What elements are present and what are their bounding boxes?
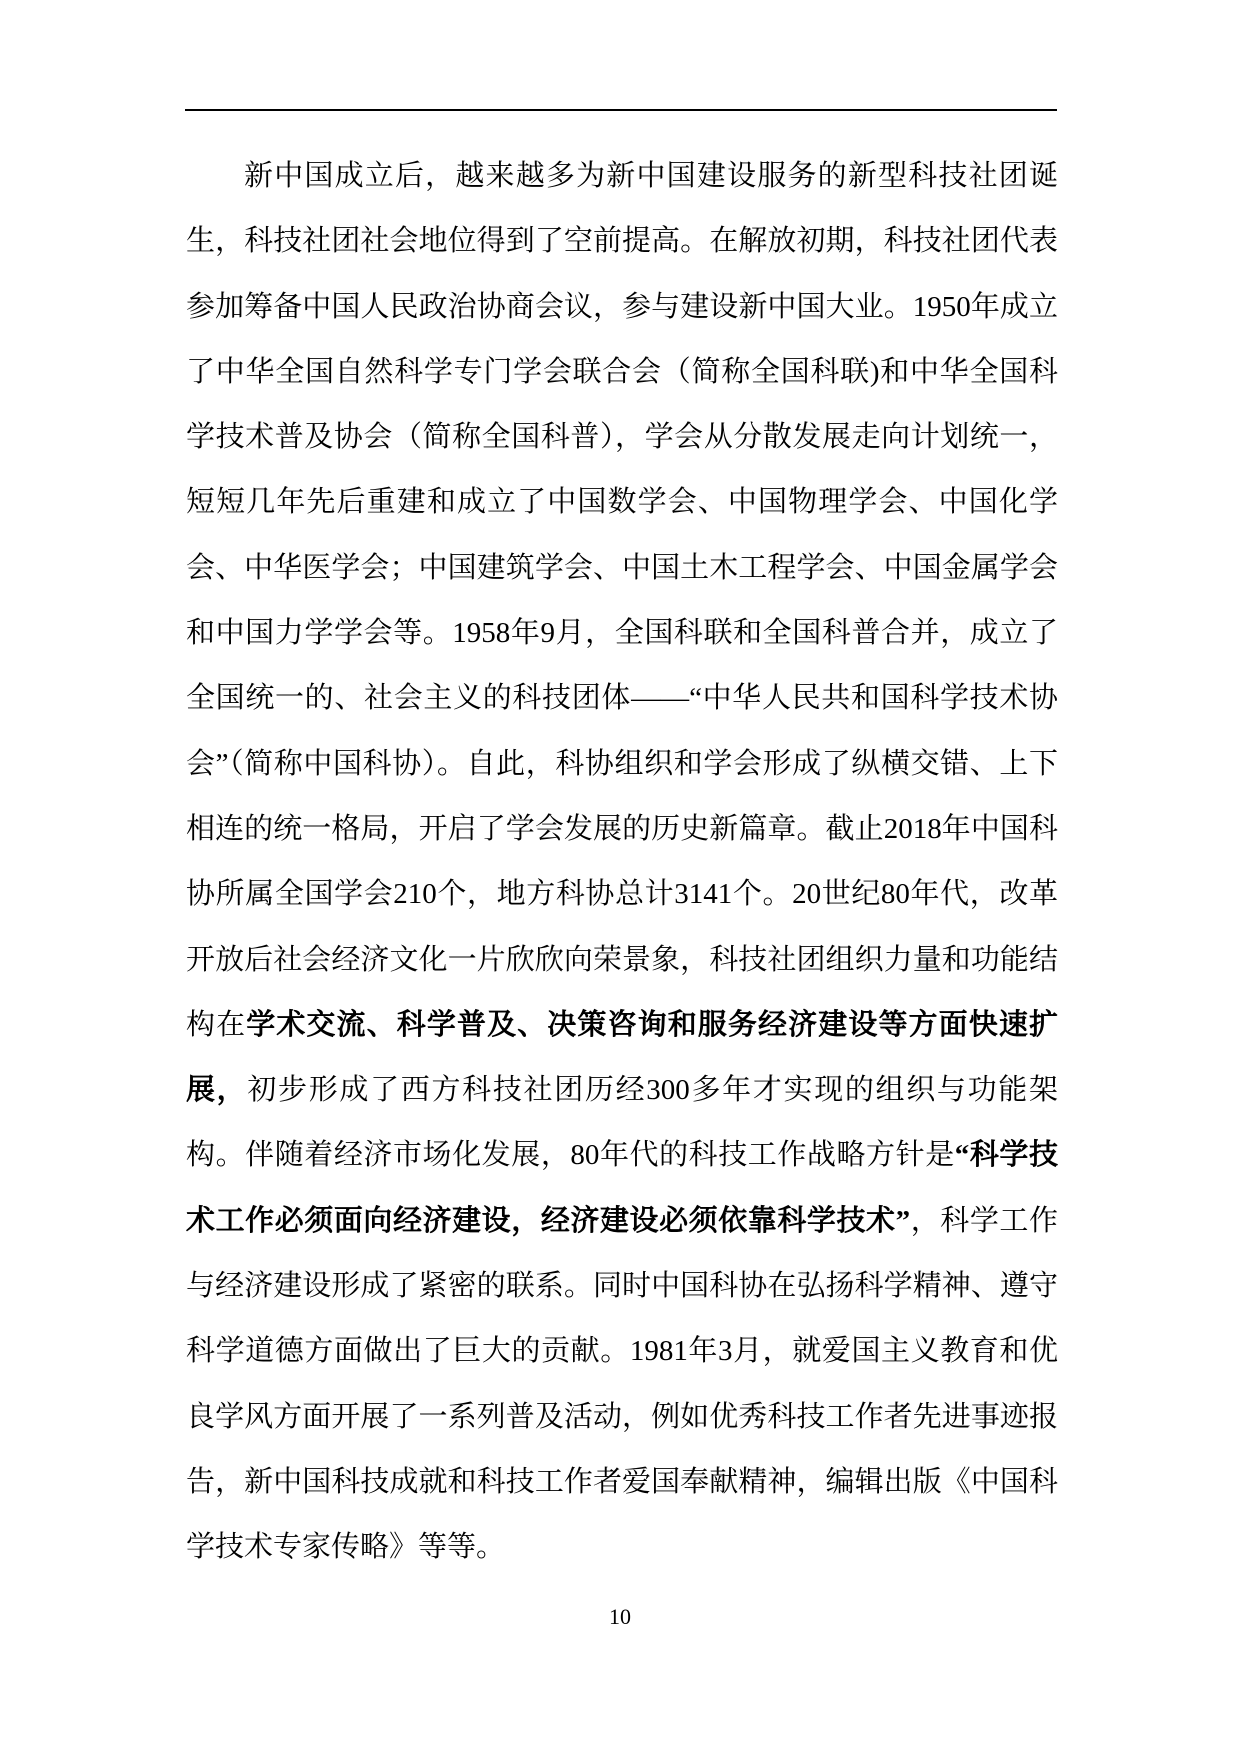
text-run: ，科学工作与经济建设形成了紧密的联系。同时中国科协在弘扬科学精神、遵守科学道德方面做出了巨大的贡献。1981年3月，就爱国主义教育和优良学风方面开展了一系列普及活动，例如优秀科技工作者先进事迹报告，新中国科技成就和科技工作者爱国奉献精神，编辑出版《中国科学技术专家传略》等等。 — [186, 1204, 1058, 1564]
page-footer — [0, 1603, 1240, 1631]
text-run: 初步形成了西方科技社团历经300多年才实现的组织与功能架构。伴随着经济市场化发展，80年代的科技工作战略方针是 — [186, 1074, 1058, 1172]
page-number: 10 — [609, 1604, 631, 1629]
text-run: 新中国成立后，越来越多为新中国建设服务的新型科技社团诞生，科技社团社会地位得到了空前提高。在解放初期，科技社团代表参加筹备中国人民政治协商会议，参与建设新中国大业。1950年成立了中华全国自然科学专门学会联合会（简称全国科联)和中华全国科学技术普及协会（简称全国科普），学会从分散发展走向计划统一，短短几年先后重建和成立了中国数学会、中国物理学会、中国化学会、中华医学会；中国建筑学会、中国土木工程学会、中国金属学会和中国力学学会等。1958年9月，全国科联和全国科普合并，成立了全国统一的、社会主义的科技团体——“中华人民共和国科学技术协会”（简称中国科协）。自此，科协组织和学会形成了纵横交错、上下相连的统一格局，开启了学会发展的历史新篇章。截止2018年中国科协所属全国学会210个，地方科协总计3141个。20世纪80年代，改革开放后社会经济文化一片欣欣向荣景象，科技社团组织力量和功能结构在 — [186, 160, 1058, 1041]
bold-text-run: 学术交流、科学普及、决策咨询和服务经济建设等方面快速扩展， — [186, 1008, 1058, 1107]
header-rule — [185, 109, 1057, 111]
body-paragraph — [186, 144, 1058, 1581]
page-body — [186, 144, 1058, 1581]
bold-text-run: “科学技术工作必须面向经济建设，经济建设必须依靠科学技术” — [186, 1139, 1058, 1237]
